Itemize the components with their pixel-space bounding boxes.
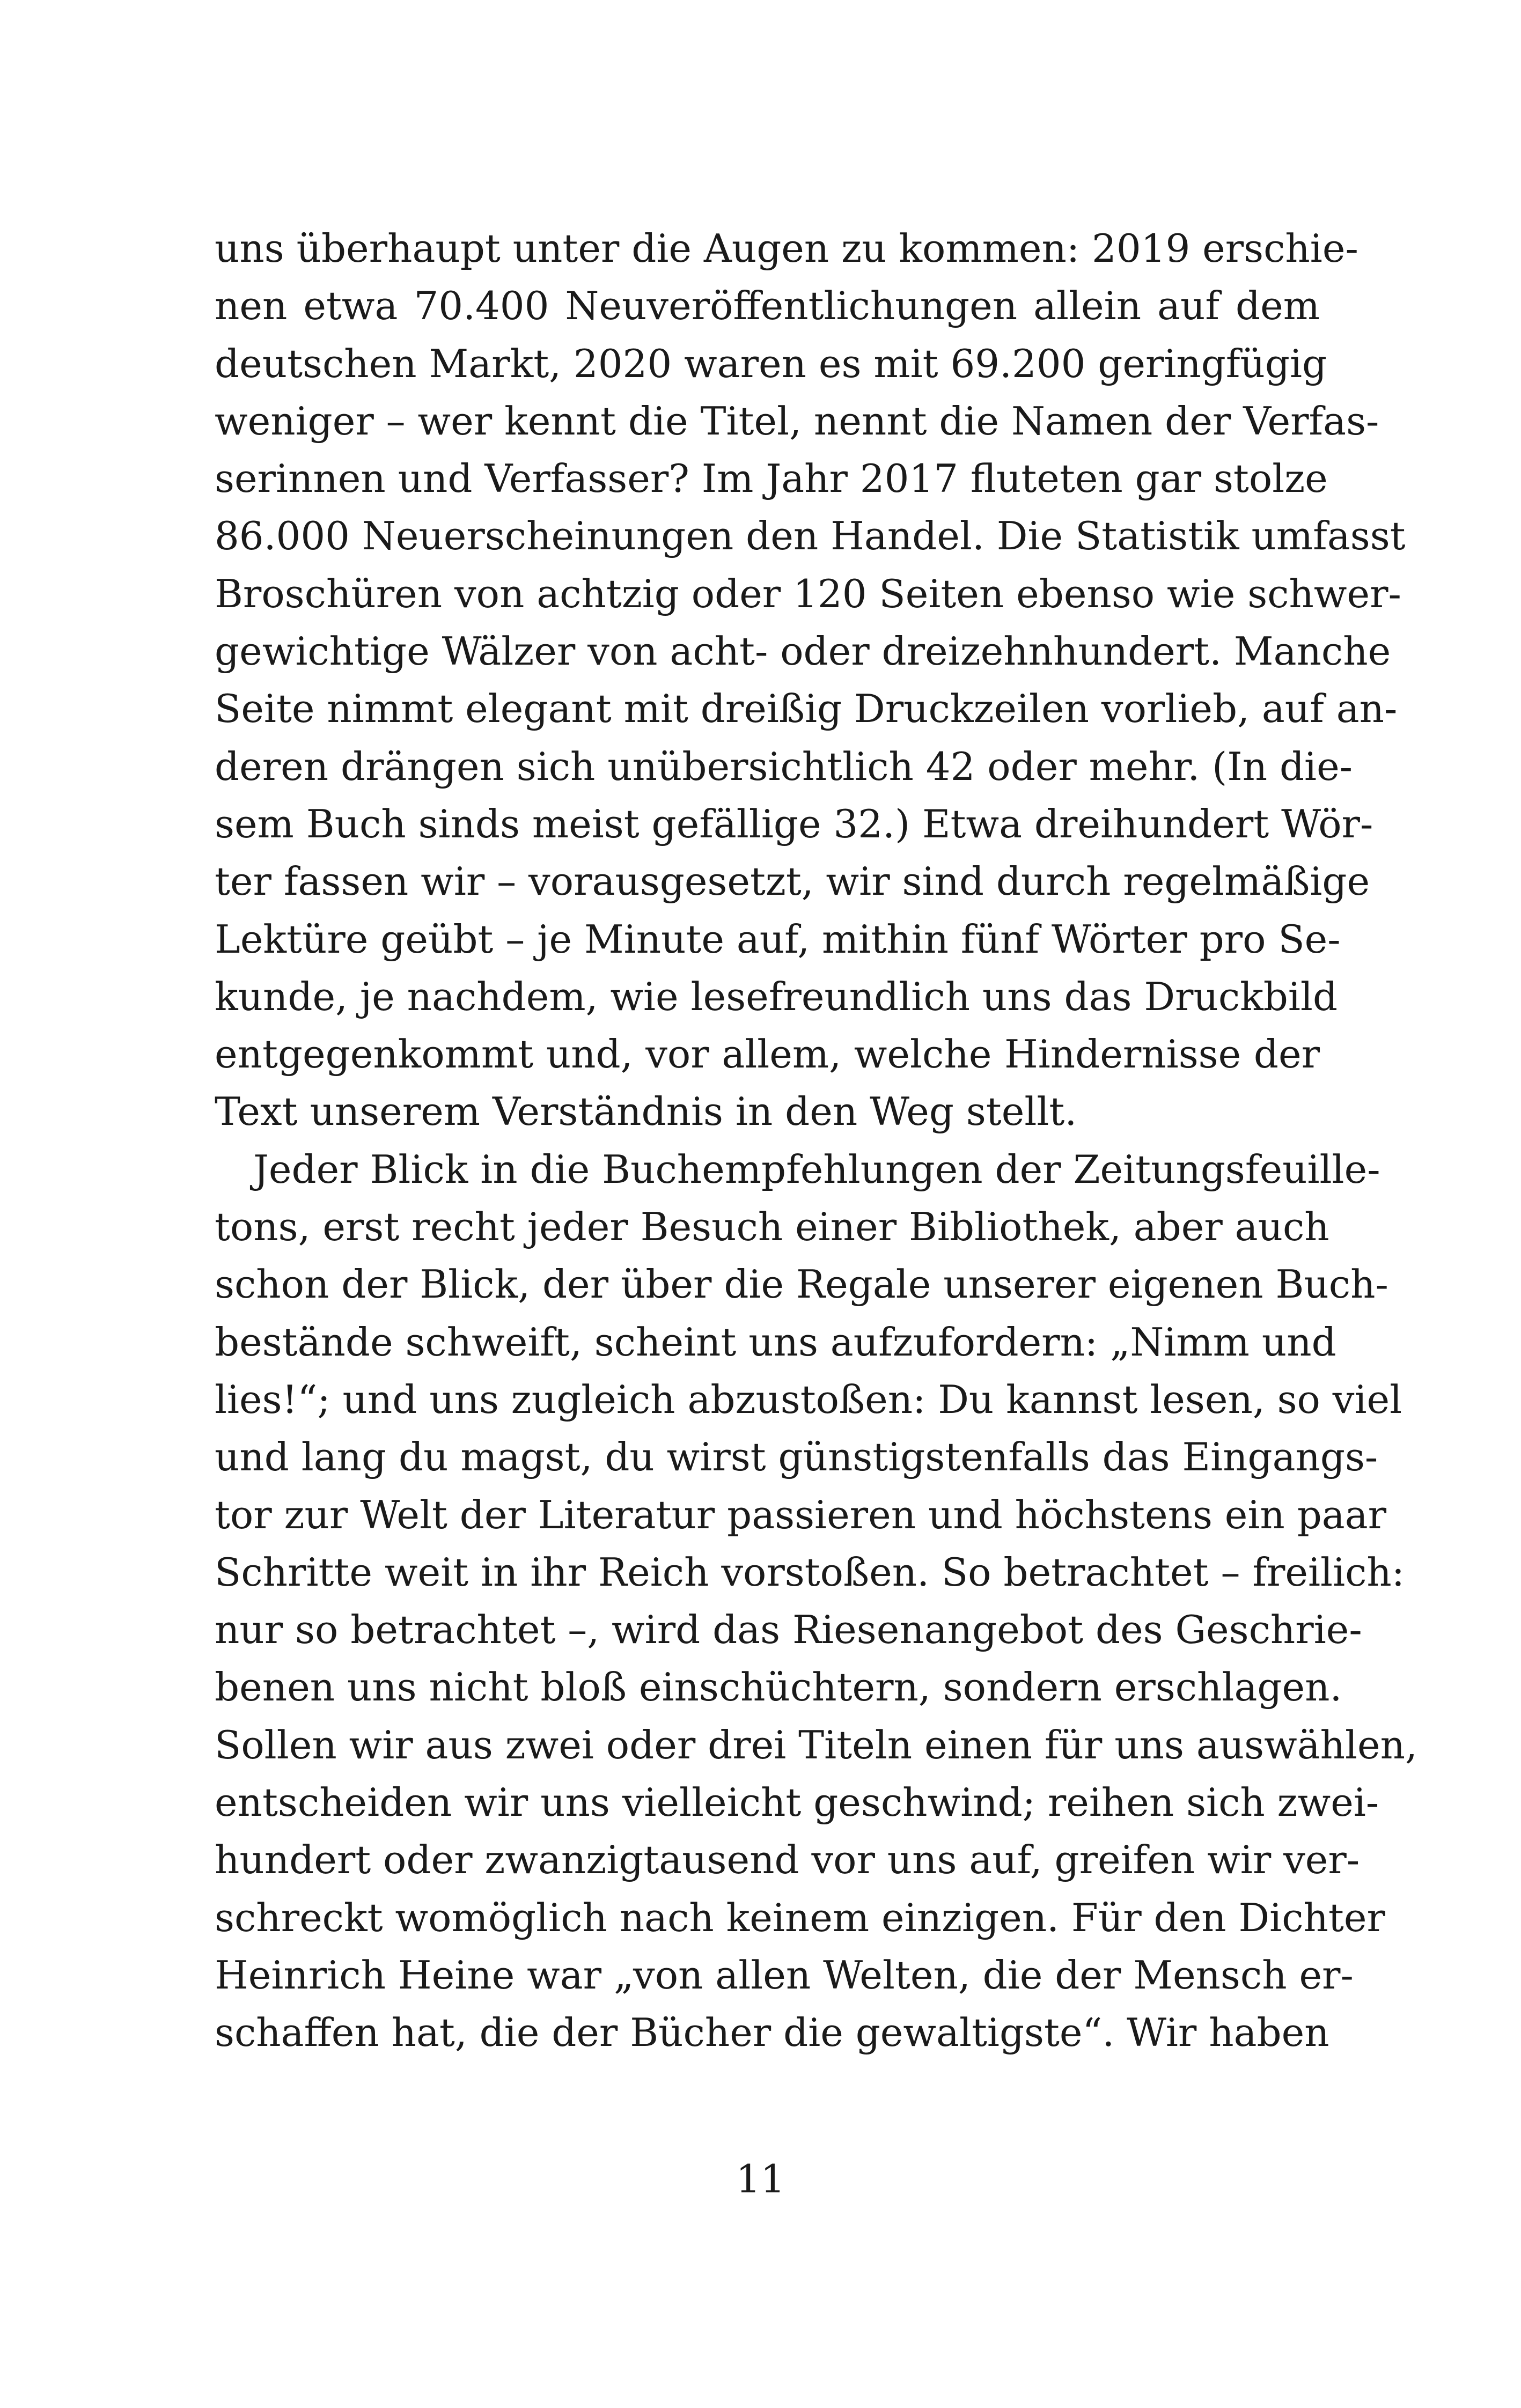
text-line: ter fassen wir – vorausgesetzt, wir sind durch regelmäßige: [215, 859, 1370, 904]
text-line: schon der Blick, der über die Regale unserer eigenen Buch-: [215, 1262, 1388, 1307]
text-line: Sollen wir aus zwei oder drei Titeln einen für uns auswählen,: [215, 1722, 1417, 1768]
text-line: Seite nimmt elegant mit dreißig Druckzeilen vorlieb, auf an-: [215, 686, 1398, 732]
text-line: entscheiden wir uns vielleicht geschwind; reihen sich zwei-: [215, 1780, 1379, 1825]
text-line: weniger – wer kennt die Titel, nennt die Namen der Verfas-: [215, 398, 1379, 444]
text-line: uns überhaupt unter die Augen zu kommen: 2019 erschie-: [215, 226, 1358, 271]
text-line: entgegenkommt und, vor allem, welche Hindernisse der: [215, 1032, 1320, 1077]
text-line: serinnen und Verfasser? Im Jahr 2017 fluteten gar stolze: [215, 456, 1328, 502]
text-line: deutschen Markt, 2020 waren es mit 69.200 geringfügig: [215, 341, 1327, 386]
text-line: lies!“; und uns zugleich abzustoßen: Du kannst lesen, so viel: [215, 1376, 1402, 1422]
text-line: schaffen hat, die der Bücher die gewaltigste“. Wir haben: [215, 2010, 1329, 2056]
text-line: schreckt womöglich nach keinem einzigen. Für den Dichter: [215, 1895, 1385, 1940]
text-line: bestände schweift, scheint uns aufzufordern: „Nimm und: [215, 1319, 1336, 1365]
text-line: kunde, je nachdem, wie lesefreundlich uns das Druckbild: [215, 974, 1338, 1019]
text-line: Jeder Blick in die Buchempfehlungen der Zeitungsfeuille-: [253, 1146, 1380, 1192]
text-line: Schritte weit in ihr Reich vorstoßen. So betrachtet – freilich:: [215, 1549, 1405, 1595]
text-line: hundert oder zwanzigtausend vor uns auf, greifen wir ver-: [215, 1837, 1360, 1883]
text-line: deren drängen sich unübersichtlich 42 oder mehr. (In die-: [215, 743, 1353, 789]
page-number: 11: [736, 2156, 785, 2201]
text-line: Heinrich Heine war „von allen Welten, die der Mensch er-: [215, 1952, 1354, 1998]
body-text: [215, 220, 1417, 2062]
text-line: nur so betrachtet –, wird das Riesenangebot des Geschrie-: [215, 1607, 1362, 1653]
text-line: Lektüre geübt – je Minute auf, mithin fünf Wörter pro Se-: [215, 916, 1341, 962]
text-line: Text unserem Verständnis in den Weg stellt.: [215, 1089, 1077, 1135]
paragraph: [215, 1141, 1417, 2062]
paragraph: [215, 220, 1406, 1141]
text-line: und lang du magst, du wirst günstigstenfalls das Eingangs-: [215, 1434, 1378, 1480]
text-line: 86.000 Neuerscheinungen den Handel. Die Statistik umfasst: [215, 513, 1406, 559]
text-line: gewichtige Wälzer von acht- oder dreizehnhundert. Manche: [215, 629, 1391, 674]
text-line: sem Buch sinds meist gefällige 32.) Etwa dreihundert Wör-: [215, 801, 1373, 846]
text-line: tons, erst recht jeder Besuch einer Bibliothek, aber auch: [215, 1204, 1329, 1250]
text-line: tor zur Welt der Literatur passieren und höchstens ein paar: [215, 1492, 1387, 1537]
text-line: benen uns nicht bloß einschüchtern, sondern erschlagen.: [215, 1665, 1342, 1710]
text-line: Broschüren von achtzig oder 120 Seiten ebenso wie schwer-: [215, 571, 1401, 616]
text-line: nen etwa 70.400 Neuveröffentlichungen allein auf dem: [215, 283, 1320, 329]
